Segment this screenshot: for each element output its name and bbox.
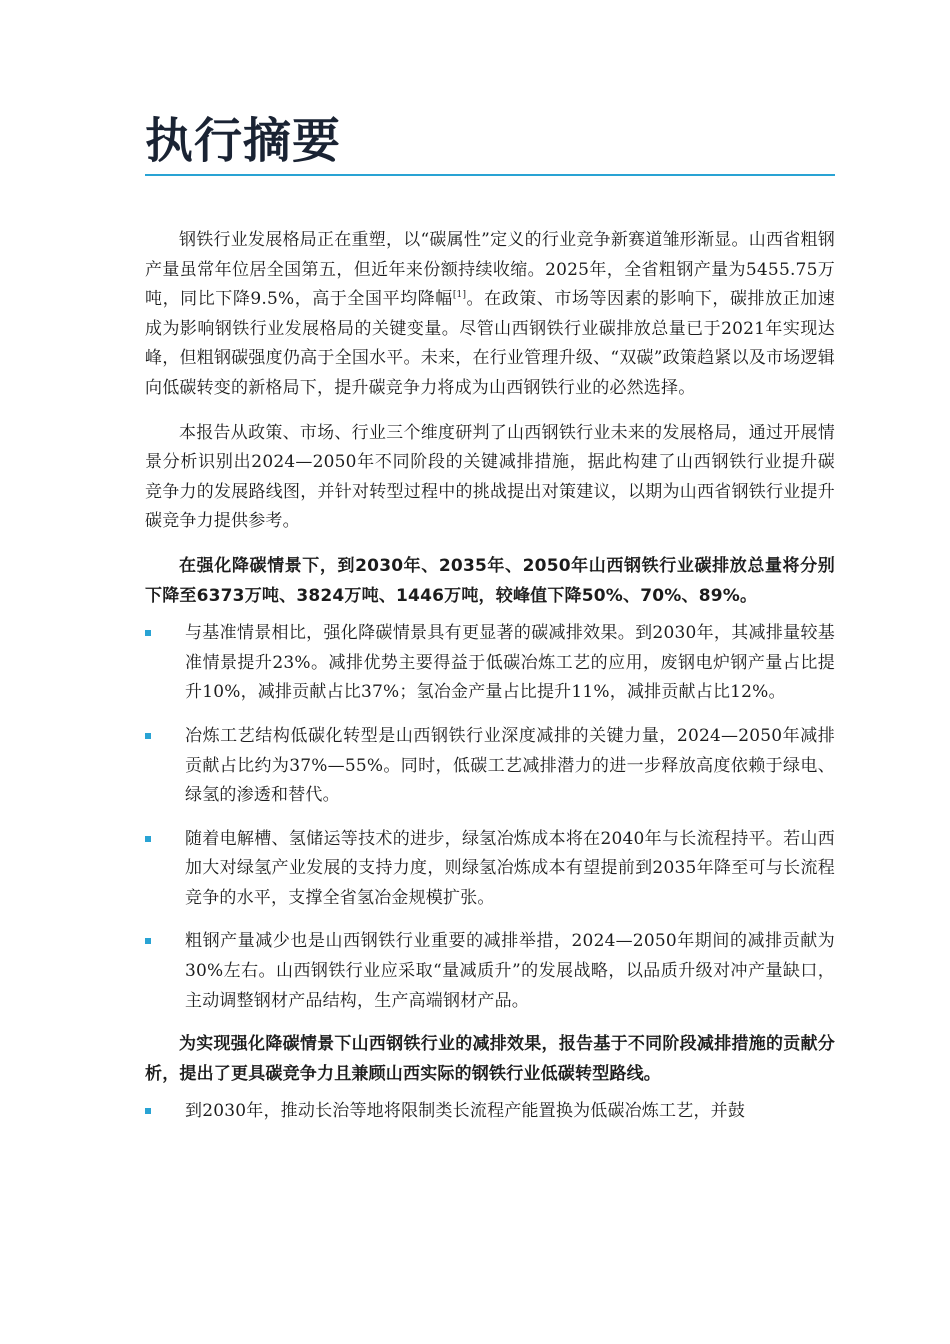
page-title: 执行摘要 <box>145 113 342 169</box>
document-body <box>145 226 835 1141</box>
list-item-text: 随着电解槽、氢储运等技术的进步，绿氢冶炼成本将在2040年与长流程持平。若山西加大对绿氢产业发展的支持力度，则绿氢冶炼成本有望提前到2035年降至可与长流程竞争的水平，支撑全省氢冶金规模扩张。 <box>185 828 835 908</box>
list-item <box>145 927 835 1016</box>
bullet-marker <box>145 1108 151 1114</box>
paragraph-method: 本报告从政策、市场、行业三个维度研判了山西钢铁行业未来的发展格局，通过开展情景分析识别出2024—2050年不同阶段的关键减排措施，据此构建了山西钢铁行业提升碳竞争力的发展路线图，并针对转型过程中的挑战提出对策建议，以期为山西省钢铁行业提升碳竞争力提供参考。 <box>145 422 835 532</box>
roadmap-list <box>145 1097 835 1127</box>
findings-list <box>145 619 835 1016</box>
footnote-reference[interactable]: [1] <box>452 290 467 301</box>
list-item-text: 与基准情景相比，强化降碳情景具有更显著的碳减排效果。到2030年，其减排量较基准情景提升23%。减排优势主要得益于低碳冶炼工艺的应用，废钢电炉钢产量占比提升10%，减排贡献占比37%；氢冶金产量占比提升11%，减排贡献占比12%。 <box>185 623 835 703</box>
bullet-marker <box>145 836 151 842</box>
paragraph-intro-text-b: 。在政策、市场等因素的影响下，碳排放正加速成为影响钢铁行业发展格局的关键变量。尽管山西钢铁行业碳排放总量已于2021年实现达峰，但粗钢碳强度仍高于全国水平。未来，在行业管理升级、“双碳”政策趋紧以及市场逻辑向低碳转变的新格局下，提升碳竞争力将成为山西钢铁行业的必然选择。 <box>145 289 835 398</box>
key-finding-heading: 在强化降碳情景下，到2030年、2035年、2050年山西钢铁行业碳排放总量将分别下降至6373万吨、3824万吨、1446万吨，较峰值下降50%、70%、89%。 <box>145 555 835 606</box>
paragraph-intro-text-a: 钢铁行业发展格局正在重塑，以“碳属性”定义的行业竞争新赛道雏形渐显。山西省粗钢产量虽常年位居全国第五，但近年来份额持续收缩。2025年，全省粗钢产量为5455.75万吨，同比下降9.5%，高于全国平均降幅 <box>145 230 835 310</box>
list-item-text: 冶炼工艺结构低碳化转型是山西钢铁行业深度减排的关键力量，2024—2050年减排贡献占比约为37%—55%。同时，低碳工艺减排潜力的进一步释放高度依赖于绿电、绿氢的渗透和替代。 <box>185 725 835 806</box>
bullet-marker <box>145 733 151 739</box>
list-item <box>145 619 835 708</box>
roadmap-heading: 为实现强化降碳情景下山西钢铁行业的减排效果，报告基于不同阶段减排措施的贡献分析，提出了更具碳竞争力且兼顾山西实际的钢铁行业低碳转型路线。 <box>145 1034 835 1084</box>
list-item <box>145 722 835 811</box>
title-divider <box>145 174 835 176</box>
list-item <box>145 825 835 914</box>
list-item-text: 到2030年，推动长治等地将限制类长流程产能置换为低碳冶炼工艺，并鼓 <box>185 1101 746 1122</box>
list-item-text: 粗钢产量减少也是山西钢铁行业重要的减排举措，2024—2050年期间的减排贡献为30%左右。山西钢铁行业应采取“量减质升”的发展战略，以品质升级对冲产量缺口，主动调整钢材产品结构，生产高端钢材产品。 <box>185 931 835 1011</box>
list-item <box>145 1097 835 1127</box>
bullet-marker <box>145 630 151 636</box>
paragraph-intro <box>145 226 835 404</box>
bullet-marker <box>145 938 151 944</box>
